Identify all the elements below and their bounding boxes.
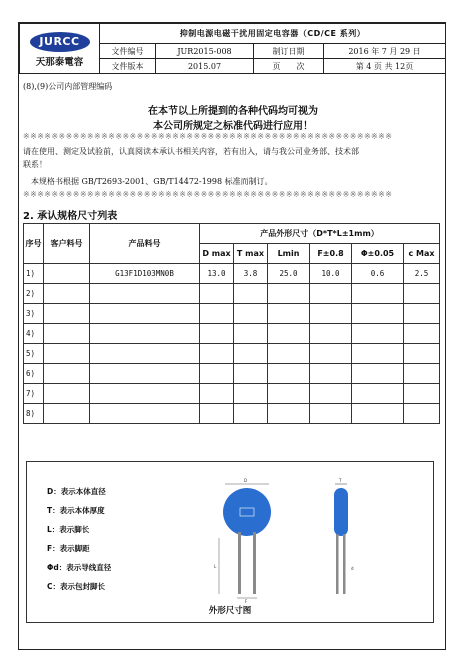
- cell-phi: [352, 364, 404, 384]
- cell-phi: [352, 404, 404, 424]
- instruction-text-2: 联系！: [23, 160, 47, 169]
- cell-part: [90, 364, 200, 384]
- cell-d: [200, 324, 234, 344]
- cell-f: [310, 324, 352, 344]
- document-body: [23, 79, 443, 424]
- cell-f: [310, 304, 352, 324]
- cell-seq: 6): [24, 364, 44, 384]
- cell-cust: [44, 324, 90, 344]
- capacitor-lead-side-1: [336, 534, 339, 594]
- cell-t: [234, 404, 268, 424]
- header-product-part: 产品料号: [90, 224, 200, 264]
- cell-t: [234, 324, 268, 344]
- cell-phi: 0.6: [352, 264, 404, 284]
- cell-c: [404, 384, 440, 404]
- header-c-max: c Max: [404, 244, 440, 264]
- page-label: 页 次: [254, 59, 324, 74]
- cell-seq: 7): [24, 384, 44, 404]
- section-title: 2. 承认规格尺寸列表: [23, 211, 118, 222]
- cell-d: [200, 404, 234, 424]
- cell-c: 2.5: [404, 264, 440, 284]
- svg-text:F: F: [245, 599, 248, 604]
- cell-t: [234, 284, 268, 304]
- capacitor-body-front: [223, 488, 271, 536]
- cell-part: [90, 404, 200, 424]
- capacitor-body-side: [334, 488, 348, 536]
- cell-l: [268, 364, 310, 384]
- header-phi: Φ±0.05: [352, 244, 404, 264]
- spec-table: [23, 223, 440, 424]
- cell-t: [234, 364, 268, 384]
- cell-d: [200, 284, 234, 304]
- version-value: 2015.07: [156, 59, 254, 74]
- standard-text: 本规格书根据 GB/T2693-2001、GB/T14472-1998 标准而制订。: [23, 177, 273, 186]
- cell-cust: [44, 264, 90, 284]
- cell-part: [90, 324, 200, 344]
- cell-l: [268, 384, 310, 404]
- cell-f: [310, 364, 352, 384]
- legend-c: C：表示包封脚长: [47, 582, 106, 591]
- table-row: [24, 324, 440, 344]
- cell-f: [310, 404, 352, 424]
- cell-t: [234, 304, 268, 324]
- table-row: [24, 344, 440, 364]
- cell-t: [234, 344, 268, 364]
- table-row: [24, 284, 440, 304]
- star-divider-bottom: ※※※※※※※※※※※※※※※※※※※※※※※※※※※※※※※※※※※※※※※※※※※※※※※※※※※※: [23, 190, 393, 199]
- cell-c: [404, 364, 440, 384]
- header-dimensions: 产品外形尺寸（D*T*L±1mm）: [200, 224, 440, 244]
- cell-phi: [352, 304, 404, 324]
- cell-phi: [352, 284, 404, 304]
- cell-seq: 1): [24, 264, 44, 284]
- date-label: 制订日期: [254, 44, 324, 59]
- figure-legend: [47, 486, 111, 600]
- svg-text:T: T: [339, 478, 342, 483]
- document-page: [18, 22, 446, 650]
- cell-phi: [352, 324, 404, 344]
- company-name: 天那泰電容: [35, 57, 84, 68]
- cell-d: [200, 304, 234, 324]
- cell-c: [404, 324, 440, 344]
- cell-seq: 3): [24, 304, 44, 324]
- doc-no-label: 文件编号: [100, 44, 156, 59]
- cell-part: G13F1D103MN0B: [90, 264, 200, 284]
- cell-c: [404, 344, 440, 364]
- cell-l: [268, 304, 310, 324]
- table-row: [24, 364, 440, 384]
- cell-f: [310, 344, 352, 364]
- cell-cust: [44, 344, 90, 364]
- svg-text:L: L: [214, 564, 217, 569]
- notice-line-1: 在本节以上所提到的各种代码均可视为: [148, 106, 318, 117]
- legend-l: L：表示脚长: [47, 525, 90, 534]
- cell-c: [404, 284, 440, 304]
- table-row: [24, 404, 440, 424]
- legend-f: F：表示脚距: [47, 544, 90, 553]
- cell-d: [200, 364, 234, 384]
- header-l-min: Lmin: [268, 244, 310, 264]
- figure-caption: 外形尺寸图: [208, 606, 252, 616]
- cell-c: [404, 404, 440, 424]
- cell-cust: [44, 304, 90, 324]
- header-customer-part: 客户料号: [44, 224, 90, 264]
- cell-f: [310, 284, 352, 304]
- cell-l: [268, 404, 310, 424]
- header-f: F±0.8: [310, 244, 352, 264]
- document-header: [19, 23, 445, 73]
- notice-line-2: 本公司所规定之标准代码进行应用！: [153, 121, 313, 132]
- cell-cust: [44, 284, 90, 304]
- capacitor-drawing: [197, 476, 397, 604]
- header-seq: 序号: [24, 224, 44, 264]
- legend-phi: Φd：表示导线直径: [47, 563, 112, 572]
- capacitor-lead-left: [238, 532, 241, 594]
- header-t-max: T max: [234, 244, 268, 264]
- document-title: 抑制电源电磁干扰用固定电容器（CD/CE 系列）: [100, 24, 446, 44]
- cell-f: 10.0: [310, 264, 352, 284]
- header-d-max: D max: [200, 244, 234, 264]
- page-value: 第 4 页 共 12页: [324, 59, 446, 74]
- cell-d: [200, 384, 234, 404]
- cell-phi: [352, 344, 404, 364]
- cell-seq: 5): [24, 344, 44, 364]
- cell-part: [90, 304, 200, 324]
- table-row: [24, 304, 440, 324]
- svg-text:d: d: [351, 566, 354, 571]
- cell-part: [90, 344, 200, 364]
- version-label: 文件版本: [100, 59, 156, 74]
- cell-l: [268, 344, 310, 364]
- code-note: (8),(9)公司内部管理编码: [23, 82, 113, 91]
- cell-d: 13.0: [200, 264, 234, 284]
- date-value: 2016 年 7 月 29 日: [324, 44, 446, 59]
- table-row: [24, 264, 440, 284]
- cell-f: [310, 384, 352, 404]
- cell-d: [200, 344, 234, 364]
- svg-text:D: D: [244, 478, 248, 483]
- legend-d: D：表示本体直径: [47, 487, 106, 496]
- cell-l: 25.0: [268, 264, 310, 284]
- cell-part: [90, 284, 200, 304]
- star-divider-top: ※※※※※※※※※※※※※※※※※※※※※※※※※※※※※※※※※※※※※※※※※※※※※※※※※※※※: [23, 132, 393, 141]
- cell-c: [404, 304, 440, 324]
- company-logo: JURCC: [30, 32, 90, 52]
- cell-seq: 4): [24, 324, 44, 344]
- cell-cust: [44, 404, 90, 424]
- dimension-figure: [26, 461, 434, 623]
- cell-cust: [44, 384, 90, 404]
- cell-t: 3.8: [234, 264, 268, 284]
- cell-l: [268, 284, 310, 304]
- cell-cust: [44, 364, 90, 384]
- cell-seq: 8): [24, 404, 44, 424]
- cell-phi: [352, 384, 404, 404]
- doc-no-value: JUR2015-008: [156, 44, 254, 59]
- logo-cell: [20, 24, 100, 74]
- cell-t: [234, 384, 268, 404]
- cell-part: [90, 384, 200, 404]
- legend-t: T：表示本体厚度: [47, 506, 105, 515]
- instruction-text-1: 请在使用、测定及试验前，认真阅读本承认书相关内容，若有出入，请与我公司业务部、技术部: [23, 147, 359, 156]
- capacitor-lead-right: [253, 532, 256, 594]
- cell-seq: 2): [24, 284, 44, 304]
- cell-l: [268, 324, 310, 344]
- table-row: [24, 384, 440, 404]
- capacitor-lead-side-2: [343, 534, 346, 594]
